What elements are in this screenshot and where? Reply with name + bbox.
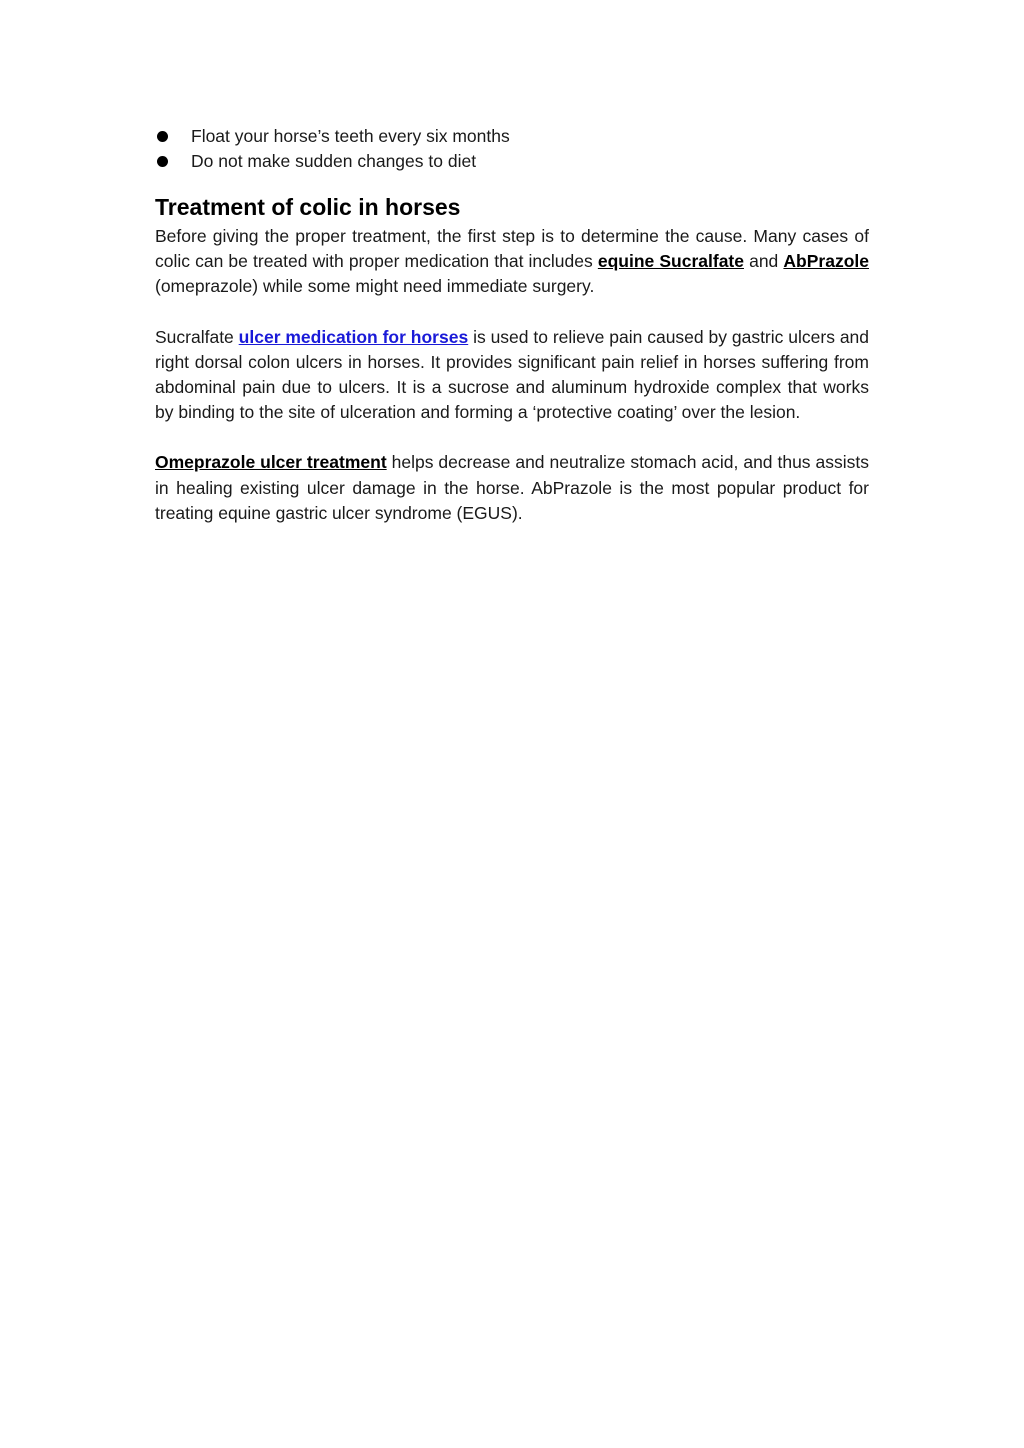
section-heading: Treatment of colic in horses xyxy=(155,194,461,220)
paragraph-text: and xyxy=(743,251,784,272)
bullet-dot-icon xyxy=(157,131,168,142)
document-page xyxy=(155,124,869,526)
equine-sucralfate-link[interactable]: equine Sucralfate xyxy=(597,251,744,272)
ulcer-medication-link[interactable]: ulcer medication for horses xyxy=(238,326,469,347)
list-item xyxy=(155,149,869,174)
paragraph-sucralfate xyxy=(155,325,869,426)
bullet-list xyxy=(155,124,869,174)
paragraph-text: helps decrease and neutralize stomach acid, and thus assists in healing existing ulcer damage in the horse. AbPrazole is the most popular product for treating equine gastric ulcer syndrome (EGUS). xyxy=(155,452,869,523)
list-item-text: Float your horse’s teeth every six months xyxy=(191,126,510,146)
abprazole-link[interactable]: AbPrazole xyxy=(783,251,869,272)
bullet-dot-icon xyxy=(157,156,168,167)
list-item-text: Do not make sudden changes to diet xyxy=(191,151,477,171)
paragraph-omeprazole xyxy=(155,450,869,526)
paragraph-text: (omeprazole) while some might need immediate surgery. xyxy=(155,276,595,297)
omeprazole-treatment-link[interactable]: Omeprazole ulcer treatment xyxy=(155,452,387,473)
list-item xyxy=(155,124,869,149)
paragraph-text: Before giving the proper treatment, the first step is to determine the cause. Many cases of colic can be treated with proper medication that includes xyxy=(155,226,869,272)
paragraph-treatment xyxy=(155,224,869,300)
paragraph-text: is used to relieve pain caused by gastric ulcers and right dorsal colon ulcers in horses. It provides significant pain relief in horses suffering from abdominal pain due to ulcers. It is a sucrose and aluminum hydroxide complex that works by binding to the site of ulceration and forming a ‘protective coating’ over the lesion. xyxy=(155,326,870,423)
paragraph-text: Sucralfate xyxy=(155,326,239,347)
